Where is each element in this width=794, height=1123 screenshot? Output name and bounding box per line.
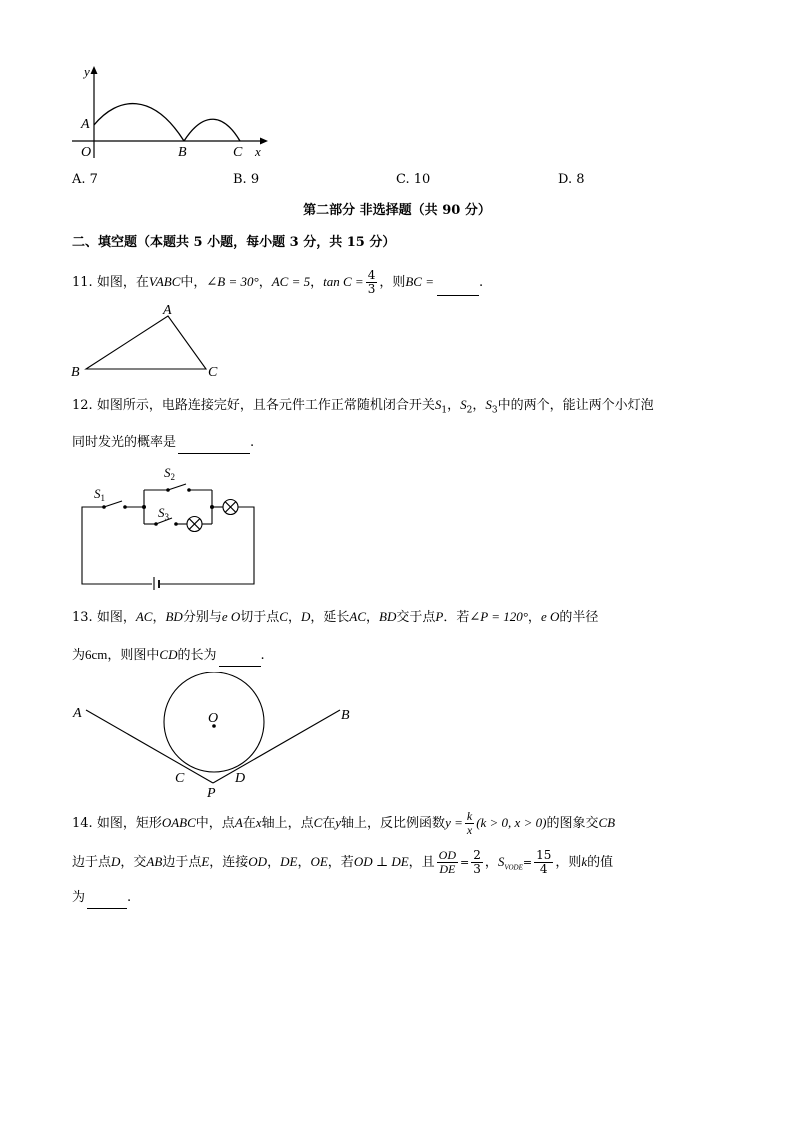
- switch-s1-lever: [104, 501, 122, 507]
- q14-line2a: 边于点: [72, 855, 112, 870]
- q13-point-d: D: [300, 609, 311, 624]
- y-axis-arrow: [91, 66, 98, 74]
- q14-func-cond: (k > 0, x > 0): [476, 815, 547, 830]
- q14-t6: 轴上，反比例函数: [341, 816, 446, 831]
- q14-t2: 中，点: [195, 816, 235, 831]
- label-y: y: [84, 64, 90, 79]
- q14-area-s: S: [497, 854, 505, 869]
- q11-end: .: [478, 275, 484, 290]
- q13-line2: [72, 645, 265, 667]
- q14-number: 14.: [72, 816, 93, 831]
- q11-t2: 中，: [180, 275, 207, 290]
- q14-t5: 在: [322, 816, 336, 831]
- q14-rect: OABC: [161, 815, 196, 830]
- q11-fraction: [366, 269, 378, 296]
- q13-end: .: [260, 648, 265, 663]
- q13-radius: 6cm: [85, 647, 108, 662]
- q12-sep1: ，: [447, 398, 461, 413]
- q13-t7: 的半径: [559, 610, 599, 625]
- q14-sep3: ，: [484, 855, 498, 870]
- q14-area-den: 4: [539, 862, 548, 876]
- q14-line3: [72, 888, 131, 909]
- q12-line1: [72, 395, 654, 421]
- q12-s2: S: [460, 397, 467, 412]
- tangent-bd: [213, 710, 340, 783]
- label-x: x: [255, 144, 261, 159]
- q14-point-a: A: [234, 815, 243, 830]
- q14-ratio-frac: [437, 849, 458, 876]
- q14-line2c: 边于点: [162, 855, 202, 870]
- q14-area-frac: [534, 849, 553, 876]
- q14-line1: [72, 810, 615, 837]
- node-right: [210, 505, 214, 509]
- q12-s1-sub: 1: [441, 405, 448, 416]
- label-d: D: [235, 771, 246, 786]
- q14-func-num: k: [466, 809, 473, 823]
- q14-line2h: 的值: [587, 855, 614, 870]
- q11-number: 11.: [72, 275, 93, 290]
- q11-frac-num: 4: [367, 268, 376, 282]
- part2-title: 第二部分 非选择题（共 90 分）: [303, 203, 491, 218]
- q13-number: 13.: [72, 610, 93, 625]
- q14-ab: AB: [146, 854, 163, 869]
- q12-s2-sub: 2: [466, 405, 473, 416]
- q14-ratio-val: [471, 849, 483, 876]
- q13-circle-2: e O: [540, 609, 560, 624]
- q13-t1: 如图，: [96, 610, 136, 625]
- q14-area-eq: =: [522, 856, 533, 869]
- switch-s2-lever: [168, 484, 186, 490]
- q14-line2b: ，交: [120, 855, 147, 870]
- q12-line2: [72, 433, 254, 454]
- q12-line2-text: 同时发光的概率是: [72, 435, 177, 450]
- q14-k: k: [581, 854, 588, 869]
- q13-sep3: ，: [366, 610, 380, 625]
- q11-ac: AC = 5: [271, 274, 311, 289]
- q11-triangle: VABC: [148, 274, 181, 289]
- q14-func-lhs: y =: [445, 815, 463, 830]
- q14-line3a: 为: [72, 890, 86, 905]
- q12-s3: S: [485, 397, 492, 412]
- q10-graph: [68, 62, 278, 162]
- q14-answer-blank[interactable]: [87, 888, 127, 909]
- q13-t3: 切于点: [240, 610, 280, 625]
- q11-t1: 如图，在: [96, 275, 149, 290]
- q11-triangle-figure: [68, 300, 228, 380]
- q14-line2e: ，若: [327, 855, 354, 870]
- q12-s1: S: [434, 397, 442, 412]
- contact-s3: [154, 522, 158, 526]
- q13-angle: ∠P = 120°: [469, 609, 528, 624]
- q12-end: .: [250, 435, 255, 450]
- q13-t5: 交于点: [396, 610, 436, 625]
- q12-t2: 中的两个，能让两个小灯泡: [497, 398, 654, 413]
- q14-ratio-val-den: 3: [473, 862, 481, 876]
- q14-t7: 的图象交: [546, 816, 599, 831]
- q13-arc-cd: CD: [159, 647, 178, 662]
- q13-point-p: P: [435, 609, 444, 624]
- label-o: O: [81, 145, 92, 160]
- q13-bd: BD: [165, 609, 183, 624]
- q14-t4: 轴上，点: [261, 816, 314, 831]
- tangent-ac: [86, 710, 213, 783]
- label-c: C: [233, 145, 243, 160]
- q10-option-d: D. 8: [558, 172, 585, 187]
- q12-s3-sub: 3: [491, 405, 498, 416]
- node-left: [142, 505, 146, 509]
- q10-option-b: B. 9: [233, 172, 260, 187]
- triangle-abc: [86, 316, 206, 369]
- q14-ratio-den: DE: [439, 862, 456, 876]
- q13-line2b: ，则图中: [107, 648, 160, 663]
- q14-sep2: ，: [297, 855, 311, 870]
- q14-od: OD: [248, 854, 268, 869]
- q11-tan: tan C =: [323, 274, 364, 289]
- q14-oe: OE: [310, 854, 328, 869]
- label-a: A: [73, 706, 82, 721]
- q14-point-c: C: [313, 815, 323, 830]
- label-b: B: [178, 145, 187, 160]
- q13-answer-blank[interactable]: [219, 646, 261, 667]
- q14-t1: 如图，矩形: [96, 816, 162, 831]
- q14-ratio-eq: =: [460, 856, 470, 869]
- q14-point-e: E: [201, 854, 210, 869]
- label-s2: $S_2$: [164, 465, 175, 482]
- q14-de: DE: [280, 854, 298, 869]
- q14-sep1: ，: [267, 855, 281, 870]
- vertex-b: B: [71, 365, 80, 380]
- q14-line2d: ，连接: [209, 855, 249, 870]
- q14-line2: [72, 848, 613, 882]
- wire-right-bottom: [160, 507, 254, 584]
- q12-sep2: ，: [472, 398, 486, 413]
- q13-line2a: 为: [72, 648, 86, 663]
- vertex-a: A: [163, 303, 172, 318]
- q13-line1: [72, 607, 598, 628]
- q14-line2g: ，则: [555, 855, 582, 870]
- q14-point-d: D: [111, 854, 121, 869]
- q14-func-den: x: [466, 823, 473, 837]
- q14-ratio-val-num: 2: [473, 848, 481, 862]
- q13-t6: ．若: [443, 610, 470, 625]
- x-axis-arrow: [260, 138, 268, 145]
- q13-ac: AC: [135, 609, 153, 624]
- q13-circle-1: e O: [221, 609, 241, 624]
- q14-cb: CB: [598, 815, 616, 830]
- q14-line2f: ，且: [408, 855, 435, 870]
- q13-sep1: ，: [152, 610, 166, 625]
- curve-arch-1: [94, 104, 184, 141]
- q10-option-c: C. 10: [396, 172, 431, 187]
- q13-bd2: BD: [379, 609, 397, 624]
- label-c: C: [175, 771, 185, 786]
- q11-bc: BC =: [405, 274, 434, 289]
- wire-left: [82, 507, 152, 584]
- section2-title: 二、填空题（本题共 5 小题，每小题 3 分，共 15 分）: [72, 235, 396, 250]
- q14-end: .: [127, 890, 132, 905]
- vertex-c: C: [208, 365, 218, 380]
- q14-ratio-num: OD: [438, 848, 457, 862]
- q13-ac2: AC: [349, 609, 366, 624]
- q13-circle-figure: [68, 672, 368, 802]
- q13-t2: 分别与: [182, 610, 222, 625]
- q12-answer-blank[interactable]: [178, 433, 250, 454]
- label-a: A: [81, 117, 90, 132]
- q12-number: 12.: [72, 398, 93, 413]
- q14-area-num: 15: [536, 848, 552, 862]
- label-s1: $S_1$: [94, 486, 105, 503]
- q12-t1: 如图所示，电路连接完好，且各元件工作正常随机闭合开关: [96, 398, 435, 413]
- q14-func-frac: [465, 810, 474, 837]
- q14-area-sub: VODE: [504, 863, 523, 872]
- q11-answer-blank[interactable]: [437, 271, 479, 296]
- q12-circuit-figure: [72, 460, 272, 590]
- q14-x: x: [255, 815, 262, 830]
- q13-t4: ，延长: [310, 610, 350, 625]
- q11-frac-den: 3: [367, 282, 376, 296]
- label-s3: $S_3$: [158, 505, 169, 522]
- q13-point-c: C: [279, 609, 288, 624]
- q13-sep2: ，: [287, 610, 301, 625]
- q10-option-a: A. 7: [72, 172, 98, 187]
- label-o: O: [208, 711, 219, 726]
- q14-y: y: [335, 815, 342, 830]
- label-b: B: [341, 708, 350, 723]
- q13-sep4: ，: [527, 610, 541, 625]
- curve-arch-2: [184, 119, 240, 141]
- q14-perp: OD ⊥ DE: [353, 854, 409, 869]
- contact-s2: [166, 488, 170, 492]
- q11-t5: ，则: [379, 275, 406, 290]
- q11-text: [72, 269, 483, 296]
- q14-t3: 在: [242, 816, 256, 831]
- contact-s1: [102, 505, 106, 509]
- label-p: P: [207, 786, 216, 801]
- q11-t3: ，: [258, 275, 272, 290]
- q13-line2c: 的长为: [177, 648, 217, 663]
- q11-angle: ∠B = 30°: [206, 274, 259, 289]
- q11-t4: ，: [310, 275, 324, 290]
